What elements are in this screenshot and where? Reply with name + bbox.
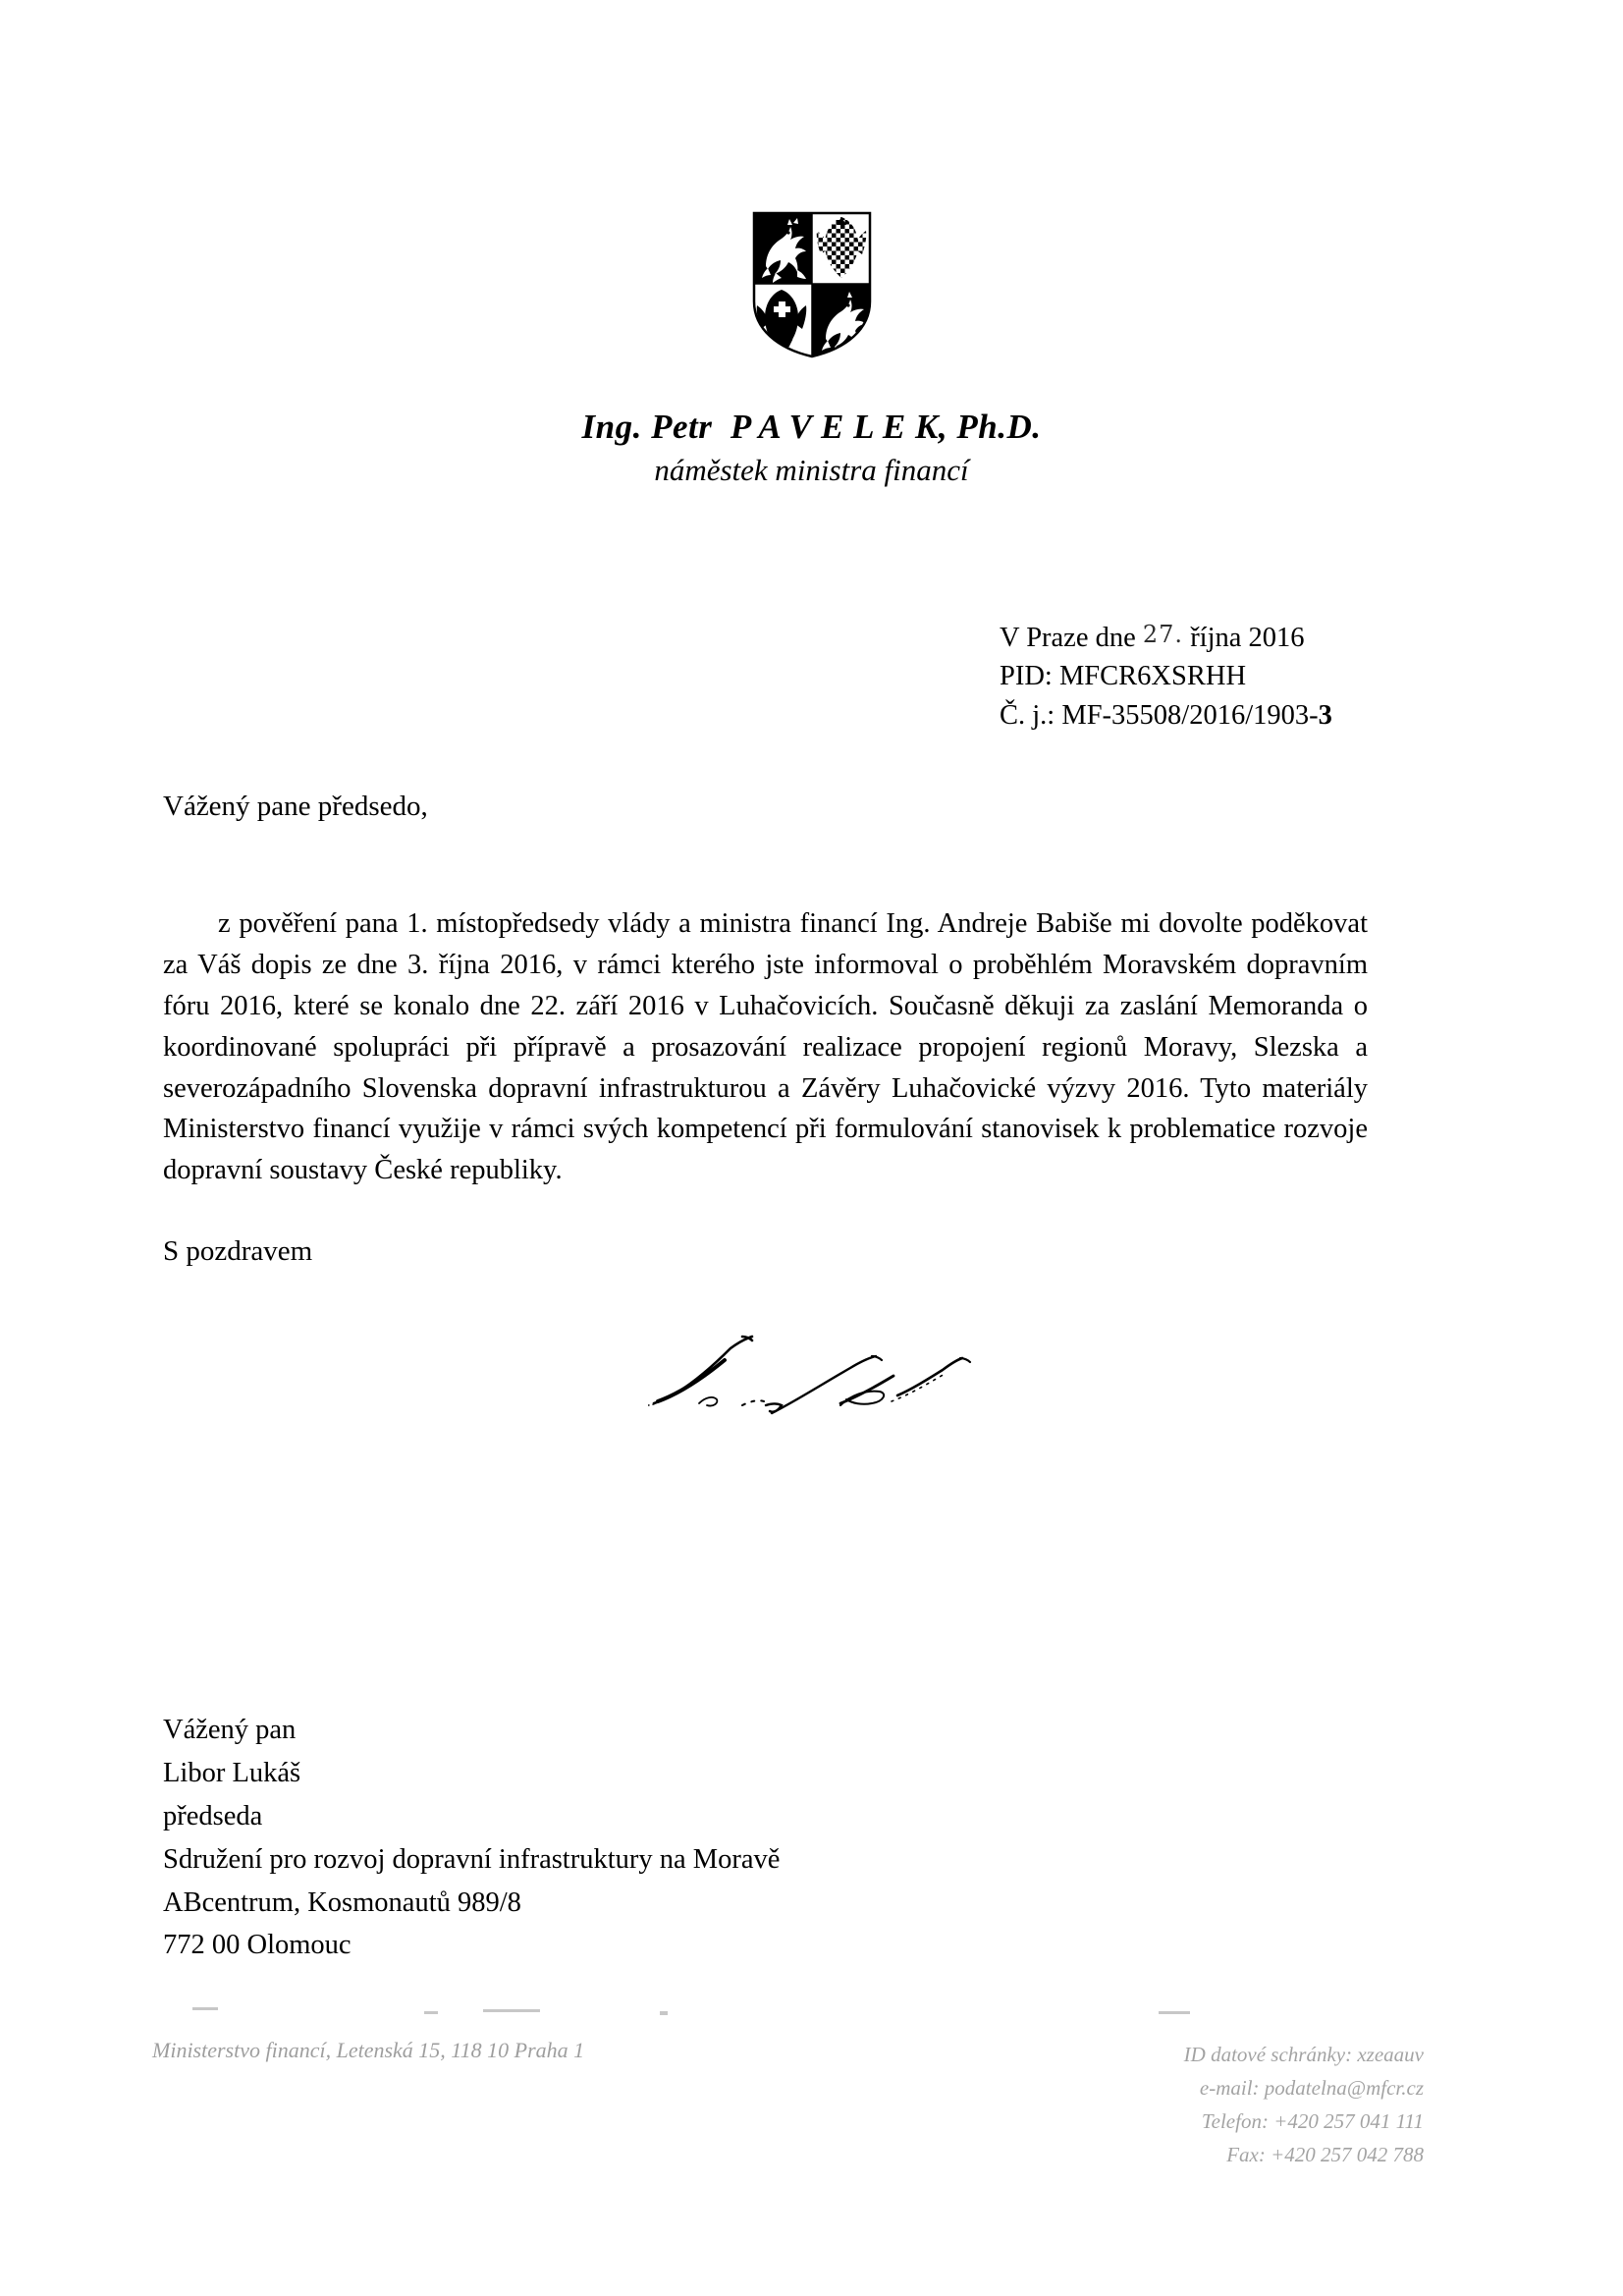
scan-artifact bbox=[192, 2007, 218, 2010]
recipient-line: Libor Lukáš bbox=[163, 1757, 301, 1788]
signature-icon bbox=[648, 1321, 1041, 1439]
scan-artifact bbox=[424, 2011, 438, 2014]
recipient-line: 772 00 Olomouc bbox=[163, 1930, 352, 1961]
file-number-suffix: 3 bbox=[1318, 699, 1332, 731]
salutation: Vážený pane předsedo, bbox=[163, 791, 428, 822]
footer-email: e-mail: podatelna@mfcr.cz bbox=[1199, 2076, 1424, 2101]
pid-line bbox=[1000, 657, 1332, 695]
footer-telephone: Telefon: +420 257 041 111 bbox=[1201, 2109, 1424, 2134]
sender-name: Ing. Petr P A V E L E K, Ph.D. bbox=[581, 408, 1042, 446]
recipient-address-block bbox=[163, 1709, 780, 1967]
footer-fax: Fax: +420 257 042 788 bbox=[1226, 2143, 1424, 2167]
scan-artifact bbox=[660, 2011, 668, 2015]
recipient-line: ABcentrum, Kosmonautů 989/8 bbox=[163, 1886, 521, 1918]
footer-sender-address: Ministerstvo financí, Letenská 15, 118 10 Praha 1 bbox=[152, 2038, 585, 2062]
footer-databox-id: ID datové schránky: xzeaauv bbox=[1183, 2043, 1424, 2066]
letterhead-emblem-container bbox=[0, 211, 1623, 358]
handwritten-day: 27. bbox=[1142, 621, 1184, 648]
footer-contact-block bbox=[1051, 2038, 1424, 2171]
recipient-line: Vážený pan bbox=[163, 1715, 297, 1745]
scan-artifact bbox=[483, 2009, 540, 2012]
handwritten-signature bbox=[648, 1321, 1041, 1439]
recipient-line: Sdružení pro rozvoj dopravní infrastruktury na Moravě bbox=[163, 1843, 781, 1875]
letter-body: z pověření pana 1. místopředsedy vlády a ministra financí Ing. Andreje Babiše mi dovolte poděkovat za Váš dopis ze dne 3. října 2016, v rámci kterého jste informoval o proběhlém Moravském dopravním fóru 2016, které se konalo dne 22. září 2016 v Luhačovicích. Současně děkuji za zaslání Memoranda o koordinované spolupráci při přípravě a prosazování realizace propojení regionů Moravy, Slezska a severozápadního Slovenska dopravní infrastrukturou a Závěry Luhačovické výzvy 2016. Tyto materiály Ministerstvo financí využije v rámci svých kompetencí při formulování stanovisek k problematice rozvoje dopravní soustavy České republiky. bbox=[163, 908, 1368, 1186]
sender-position: náměstek ministra financí bbox=[654, 453, 969, 488]
pid-label: PID: bbox=[1000, 661, 1053, 692]
reference-block bbox=[1000, 619, 1332, 735]
place-and-date-line bbox=[1000, 619, 1332, 657]
letterhead-name-block bbox=[0, 408, 1623, 488]
file-number-line bbox=[1000, 696, 1332, 735]
recipient-line: předseda bbox=[163, 1800, 263, 1831]
place-date-suffix: října 2016 bbox=[1190, 623, 1305, 653]
file-number-label: Č. j.: bbox=[1000, 699, 1055, 731]
scan-artifact bbox=[1159, 2011, 1190, 2014]
place-date-prefix: V Praze dne bbox=[1000, 623, 1136, 653]
closing-phrase: S pozdravem bbox=[163, 1235, 313, 1267]
pid-value: MFCR6XSRHH bbox=[1058, 661, 1247, 692]
czech-coat-of-arms-icon bbox=[752, 211, 872, 358]
file-number-value: MF-35508/2016/1903- bbox=[1061, 699, 1319, 731]
